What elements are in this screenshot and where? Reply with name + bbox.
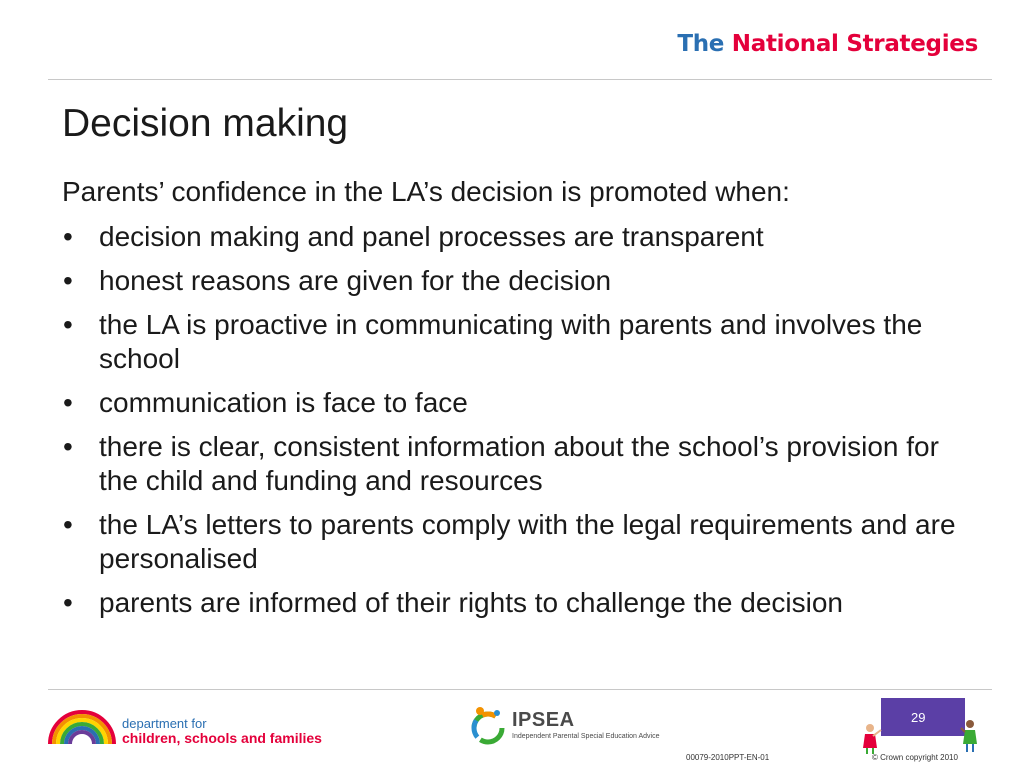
brand-name: National Strategies bbox=[731, 31, 978, 57]
page-number-badge bbox=[861, 696, 979, 756]
bullet-item: • communication is face to face bbox=[63, 387, 468, 418]
ipsea-name: IPSEA bbox=[512, 709, 575, 731]
dcsf-line1: department for bbox=[122, 716, 207, 731]
slide-body bbox=[62, 175, 962, 630]
children-flag-icon bbox=[861, 696, 979, 756]
brand-the: The bbox=[677, 31, 725, 57]
document-code: 00079-2010PPT-EN-01 bbox=[686, 753, 770, 762]
header-divider bbox=[48, 79, 992, 80]
bullet-item: • parents are informed of their rights to challenge the decision bbox=[63, 587, 843, 618]
bullet-marker: • bbox=[63, 221, 73, 252]
bullet-list bbox=[62, 220, 962, 620]
dcsf-line2: children, schools and families bbox=[122, 730, 322, 746]
bullet-item: • honest reasons are given for the decision bbox=[63, 265, 612, 296]
bullet-marker: • bbox=[63, 309, 73, 340]
dcsf-logo bbox=[46, 706, 346, 748]
ipsea-logo bbox=[468, 704, 688, 750]
page-number: 29 bbox=[911, 710, 926, 725]
bullet-marker: • bbox=[63, 265, 73, 296]
slide-title: Decision making bbox=[62, 102, 349, 145]
ipsea-tagline: Independent Parental Special Education Advice bbox=[512, 733, 660, 740]
bullet-marker: • bbox=[63, 387, 73, 418]
bullet-marker: • bbox=[63, 509, 73, 540]
national-strategies-logo bbox=[677, 31, 978, 57]
footer-divider bbox=[48, 689, 992, 690]
copyright-notice: © Crown copyright 2010 bbox=[872, 753, 958, 762]
bullet-marker: • bbox=[63, 431, 73, 462]
ipsea-emblem-icon bbox=[468, 704, 508, 748]
intro-text: Parents’ confidence in the LA’s decision is promoted when: bbox=[62, 176, 790, 207]
bullet-item: • the LA’s letters to parents comply with the legal requirements and are personalised bbox=[63, 509, 956, 574]
rainbow-icon bbox=[46, 706, 118, 746]
bullet-item: • the LA is proactive in communicating with parents and involves the school bbox=[63, 309, 923, 374]
bullet-marker: • bbox=[63, 587, 73, 618]
bullet-item: • decision making and panel processes are transparent bbox=[63, 221, 764, 252]
bullet-item: • there is clear, consistent information about the school’s provision for the child and funding and resources bbox=[63, 431, 939, 496]
